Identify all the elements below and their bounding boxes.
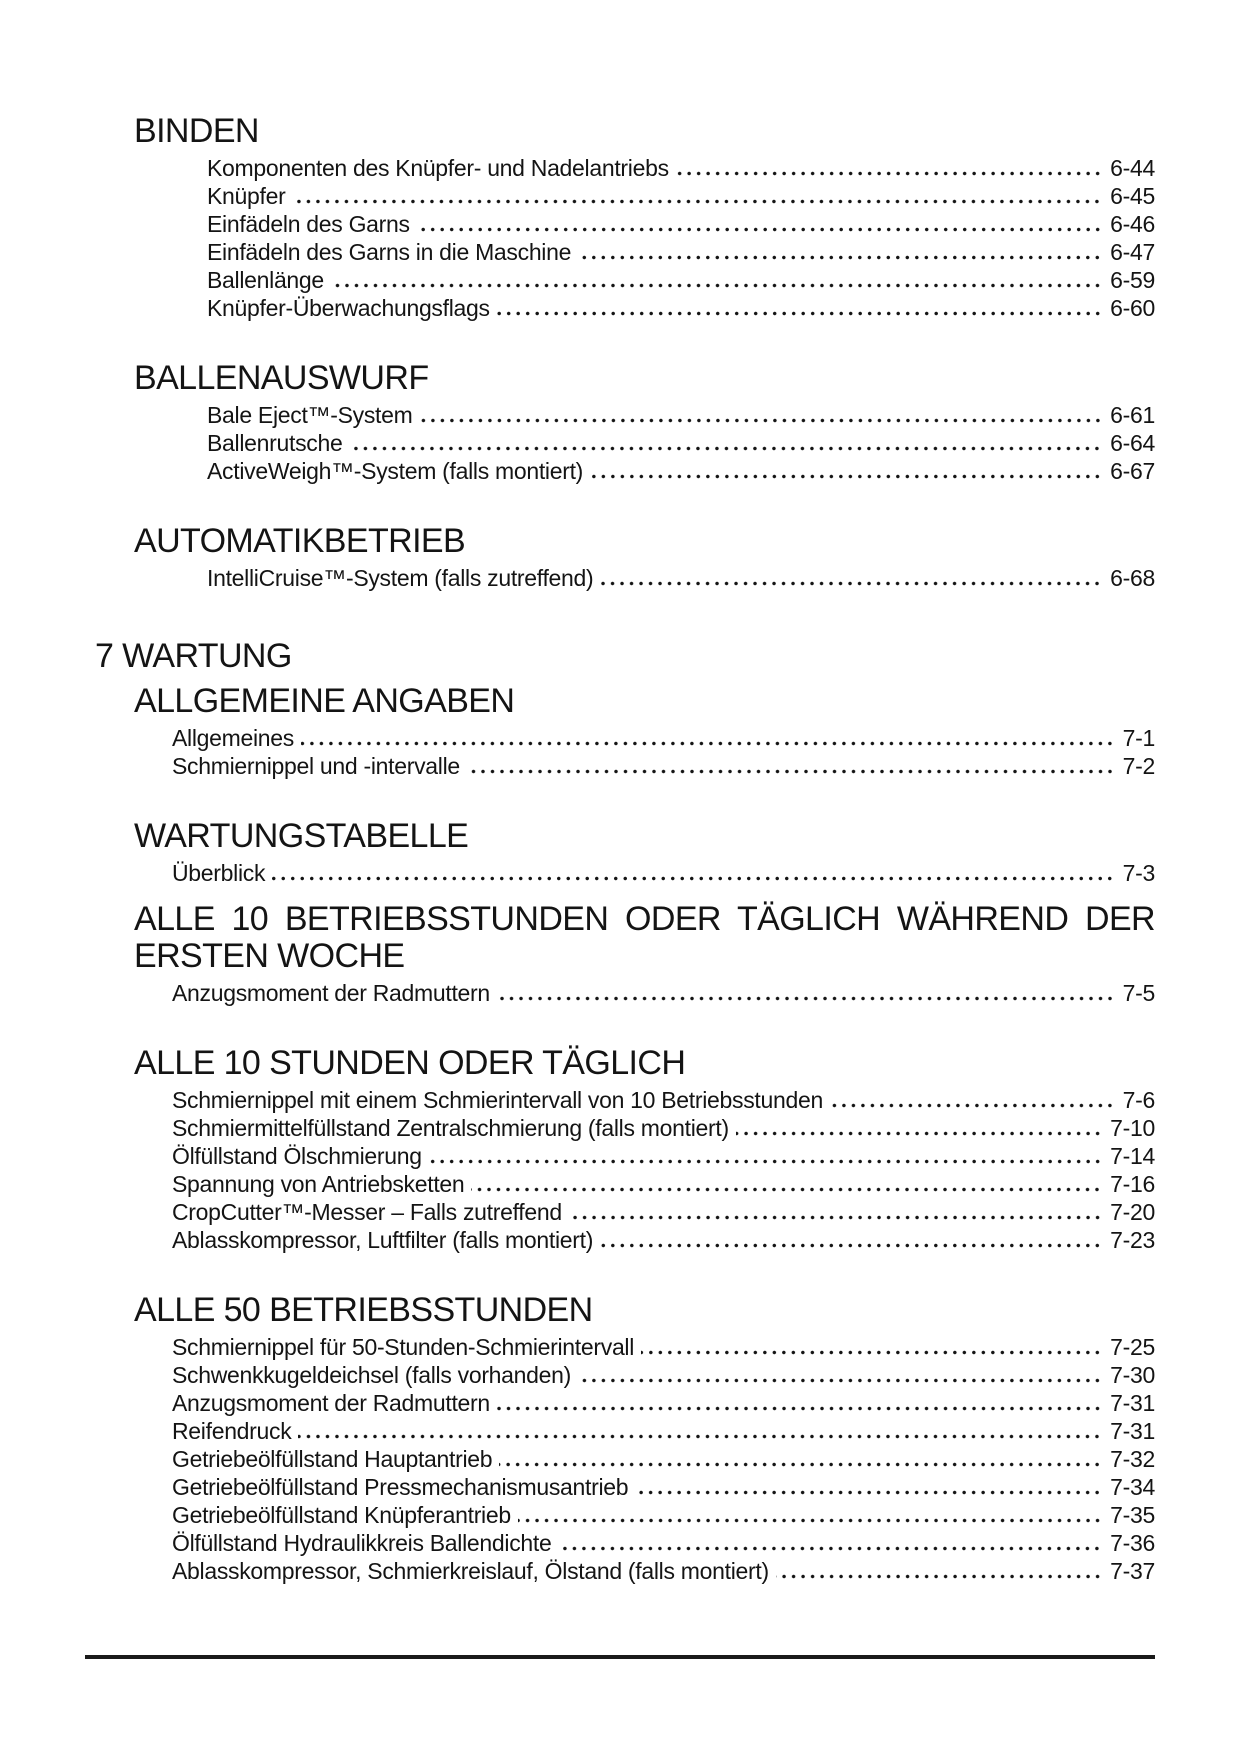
toc-entry-title: Ballenlänge [207, 267, 324, 293]
dot-leader [558, 1546, 1102, 1551]
section-allgemeine-angaben [134, 683, 1155, 780]
dot-leader [635, 1490, 1102, 1495]
toc-entry-title: Knüpfer [207, 183, 286, 209]
toc-entry[interactable] [172, 1086, 1155, 1114]
toc-entry-title: IntelliCruise™-System (falls zutreffend) [207, 565, 594, 591]
toc-entry-title: Ölfüllstand Hydraulikkreis Ballendichte [172, 1530, 552, 1556]
toc-entry[interactable] [172, 724, 1155, 752]
entry-list [134, 1086, 1155, 1254]
dot-leader [600, 1243, 1102, 1248]
dot-leader [600, 581, 1102, 586]
toc-entry[interactable] [172, 1361, 1155, 1389]
toc-entry-title: Spannung von Antriebsketten [172, 1171, 465, 1197]
dot-leader [776, 1574, 1102, 1579]
toc-entry[interactable] [207, 154, 1155, 182]
entry-list [134, 401, 1155, 485]
toc-entry-page: 7-31 [1110, 1390, 1155, 1416]
toc-entry[interactable] [172, 1501, 1155, 1529]
toc-entry[interactable] [172, 1529, 1155, 1557]
toc-entry-page: 7-10 [1110, 1115, 1155, 1141]
toc-entry-page: 7-31 [1110, 1418, 1155, 1444]
dot-leader [518, 1518, 1102, 1523]
toc-entry-page: 7-6 [1122, 1087, 1155, 1113]
toc-entry-page: 6-64 [1110, 430, 1155, 456]
section-heading: WARTUNGSTABELLE [134, 817, 469, 855]
toc-entry-title: Schmiernippel mit einem Schmierintervall von 10 Betriebsstunden [172, 1087, 823, 1113]
toc-entry-title: Einfädeln des Garns in die Maschine [207, 239, 572, 265]
dot-leader [499, 1462, 1102, 1467]
toc-entry-page: 6-59 [1110, 267, 1155, 293]
toc-entry-title: Ölfüllstand Ölschmierung [172, 1143, 422, 1169]
dot-leader [497, 996, 1115, 1001]
toc-entry-page: 7-34 [1110, 1474, 1155, 1500]
toc-entry[interactable] [207, 266, 1155, 294]
dot-leader [497, 311, 1102, 316]
toc-entry[interactable] [172, 752, 1155, 780]
toc-entry-page: 6-47 [1110, 239, 1155, 265]
toc-entry-title: Schwenkkugeldeichsel (falls vorhanden) [172, 1362, 571, 1388]
section-heading [134, 901, 1155, 975]
toc-entry-page: 7-20 [1110, 1199, 1155, 1225]
section-heading: ALLGEMEINE ANGABEN [134, 682, 515, 720]
dot-leader [331, 283, 1102, 288]
toc-entry-title: Ablasskompressor, Luftfilter (falls montiert) [172, 1227, 594, 1253]
toc-entry-page: 7-37 [1110, 1558, 1155, 1584]
toc-entry[interactable] [207, 401, 1155, 429]
dot-leader [292, 199, 1102, 204]
dot-leader [676, 171, 1102, 176]
section-heading: BALLENAUSWURF [134, 359, 429, 397]
toc-entry-page: 7-3 [1122, 860, 1155, 886]
toc-entry-page: 7-14 [1110, 1143, 1155, 1169]
toc-entry-title: Getriebeölfüllstand Hauptantrieb [172, 1446, 493, 1472]
toc-entry[interactable] [207, 294, 1155, 322]
section-alle-50-betriebsstunden [134, 1292, 1155, 1585]
dot-leader [830, 1103, 1115, 1108]
toc-entry-page: 7-35 [1110, 1502, 1155, 1528]
section-binden [134, 113, 1155, 322]
toc-entry-title: CropCutter™-Messer – Falls zutreffend [172, 1199, 562, 1225]
section-automatikbetrieb [134, 523, 1155, 592]
section-heading: BINDEN [134, 112, 259, 150]
toc-entry-title: Schmiernippel für 50-Stunden-Schmierintervall [172, 1334, 635, 1360]
toc-entry[interactable] [207, 429, 1155, 457]
toc-entry-title: Komponenten des Knüpfer- und Nadelantriebs [207, 155, 669, 181]
toc-entry[interactable] [172, 1170, 1155, 1198]
section-heading: ALLE 50 BETRIEBSSTUNDEN [134, 1291, 593, 1329]
toc-entry[interactable] [207, 210, 1155, 238]
dot-leader [471, 1187, 1102, 1192]
toc-entry-page: 6-44 [1110, 155, 1155, 181]
toc-entry-page: 6-68 [1110, 565, 1155, 591]
entry-list [134, 979, 1155, 1007]
toc-entry-title: Bale Eject™-System [207, 402, 413, 428]
toc-entry-title: Getriebeölfüllstand Knüpferantrieb [172, 1502, 511, 1528]
toc-entry-title: Überblick [172, 860, 266, 886]
toc-entry[interactable] [172, 1445, 1155, 1473]
toc-entry[interactable] [207, 182, 1155, 210]
dot-leader [569, 1215, 1102, 1220]
toc-entry-page: 6-46 [1110, 211, 1155, 237]
toc-entry-title: Getriebeölfüllstand Pressmechanismusantrieb [172, 1474, 629, 1500]
dot-leader [417, 227, 1102, 232]
dot-leader [429, 1159, 1102, 1164]
section-heading: ALLE 10 STUNDEN ODER TÄGLICH [134, 1044, 686, 1082]
toc-entry[interactable] [172, 1114, 1155, 1142]
toc-entry-title: Ablasskompressor, Schmierkreislauf, Ölstand (falls montiert) [172, 1558, 769, 1584]
toc-entry-page: 6-45 [1110, 183, 1155, 209]
toc-entry-page: 6-60 [1110, 295, 1155, 321]
toc-entry-title: Ballenrutsche [207, 430, 343, 456]
toc-entry-title: ActiveWeigh™-System (falls montiert) [207, 458, 584, 484]
toc-entry-page: 7-32 [1110, 1446, 1155, 1472]
toc-entry-page: 7-16 [1110, 1171, 1155, 1197]
dot-leader [301, 741, 1115, 746]
entry-list [134, 564, 1155, 592]
toc-entry[interactable] [172, 1557, 1155, 1585]
section-heading-line-1: ALLE 10 BETRIEBSSTUNDEN ODER TÄGLICH WÄHREND DER [134, 901, 1155, 938]
toc-entry-page: 7-1 [1122, 725, 1155, 751]
toc-entry-page: 7-30 [1110, 1362, 1155, 1388]
toc-entry-title: Einfädeln des Garns [207, 211, 410, 237]
toc-entry-title: Allgemeines [172, 725, 294, 751]
section-ballenauswurf [134, 360, 1155, 485]
toc-entry[interactable] [172, 1389, 1155, 1417]
toc-entry-page: 7-5 [1122, 980, 1155, 1006]
chapter-heading-wartung: 7 WARTUNG [95, 637, 292, 675]
dot-leader [298, 1434, 1102, 1439]
entry-list [134, 154, 1155, 322]
page-divider [85, 1655, 1155, 1659]
section-heading-line-2: ERSTEN WOCHE [134, 937, 405, 975]
dot-leader [467, 769, 1115, 774]
dot-leader [736, 1131, 1102, 1136]
dot-leader [272, 876, 1114, 881]
toc-entry[interactable] [172, 1417, 1155, 1445]
toc-entry[interactable] [207, 564, 1155, 592]
entry-list [134, 724, 1155, 780]
section-alle-10-stunden [134, 1045, 1155, 1254]
toc-entry[interactable] [207, 457, 1155, 485]
toc-entry-page: 6-67 [1110, 458, 1155, 484]
dot-leader [420, 418, 1103, 423]
toc-entry-title: Anzugsmoment der Radmuttern [172, 980, 490, 1006]
toc-entry-title: Knüpfer-Überwachungsflags [207, 295, 490, 321]
section-heading: AUTOMATIKBETRIEB [134, 522, 466, 560]
dot-leader [578, 1378, 1102, 1383]
dot-leader [349, 446, 1102, 451]
toc-entry-page: 6-61 [1110, 402, 1155, 428]
toc-entry[interactable] [172, 859, 1155, 887]
toc-entry-title: Anzugsmoment der Radmuttern [172, 1390, 490, 1416]
toc-entry[interactable] [172, 979, 1155, 1007]
dot-leader [497, 1406, 1102, 1411]
dot-leader [641, 1350, 1102, 1355]
section-wartungstabelle [134, 818, 1155, 887]
dot-leader [590, 474, 1102, 479]
toc-entry-title: Schmiermittelfüllstand Zentralschmierung (falls montiert) [172, 1115, 729, 1141]
toc-entry[interactable] [172, 1333, 1155, 1361]
toc-entry[interactable] [172, 1473, 1155, 1501]
toc-entry-page: 7-25 [1110, 1334, 1155, 1360]
entry-list [134, 859, 1155, 887]
entry-list [134, 1333, 1155, 1585]
dot-leader [578, 255, 1102, 260]
toc-entry[interactable] [172, 1142, 1155, 1170]
toc-entry[interactable] [207, 238, 1155, 266]
section-alle-10-betriebsstunden-erste-woche [134, 901, 1155, 1007]
toc-entry-page: 7-23 [1110, 1227, 1155, 1253]
toc-entry-title: Schmiernippel und -intervalle [172, 753, 460, 779]
toc-entry[interactable] [172, 1226, 1155, 1254]
toc-entry-page: 7-36 [1110, 1530, 1155, 1556]
toc-entry-page: 7-2 [1122, 753, 1155, 779]
toc-entry[interactable] [172, 1198, 1155, 1226]
toc-entry-title: Reifendruck [172, 1418, 292, 1444]
